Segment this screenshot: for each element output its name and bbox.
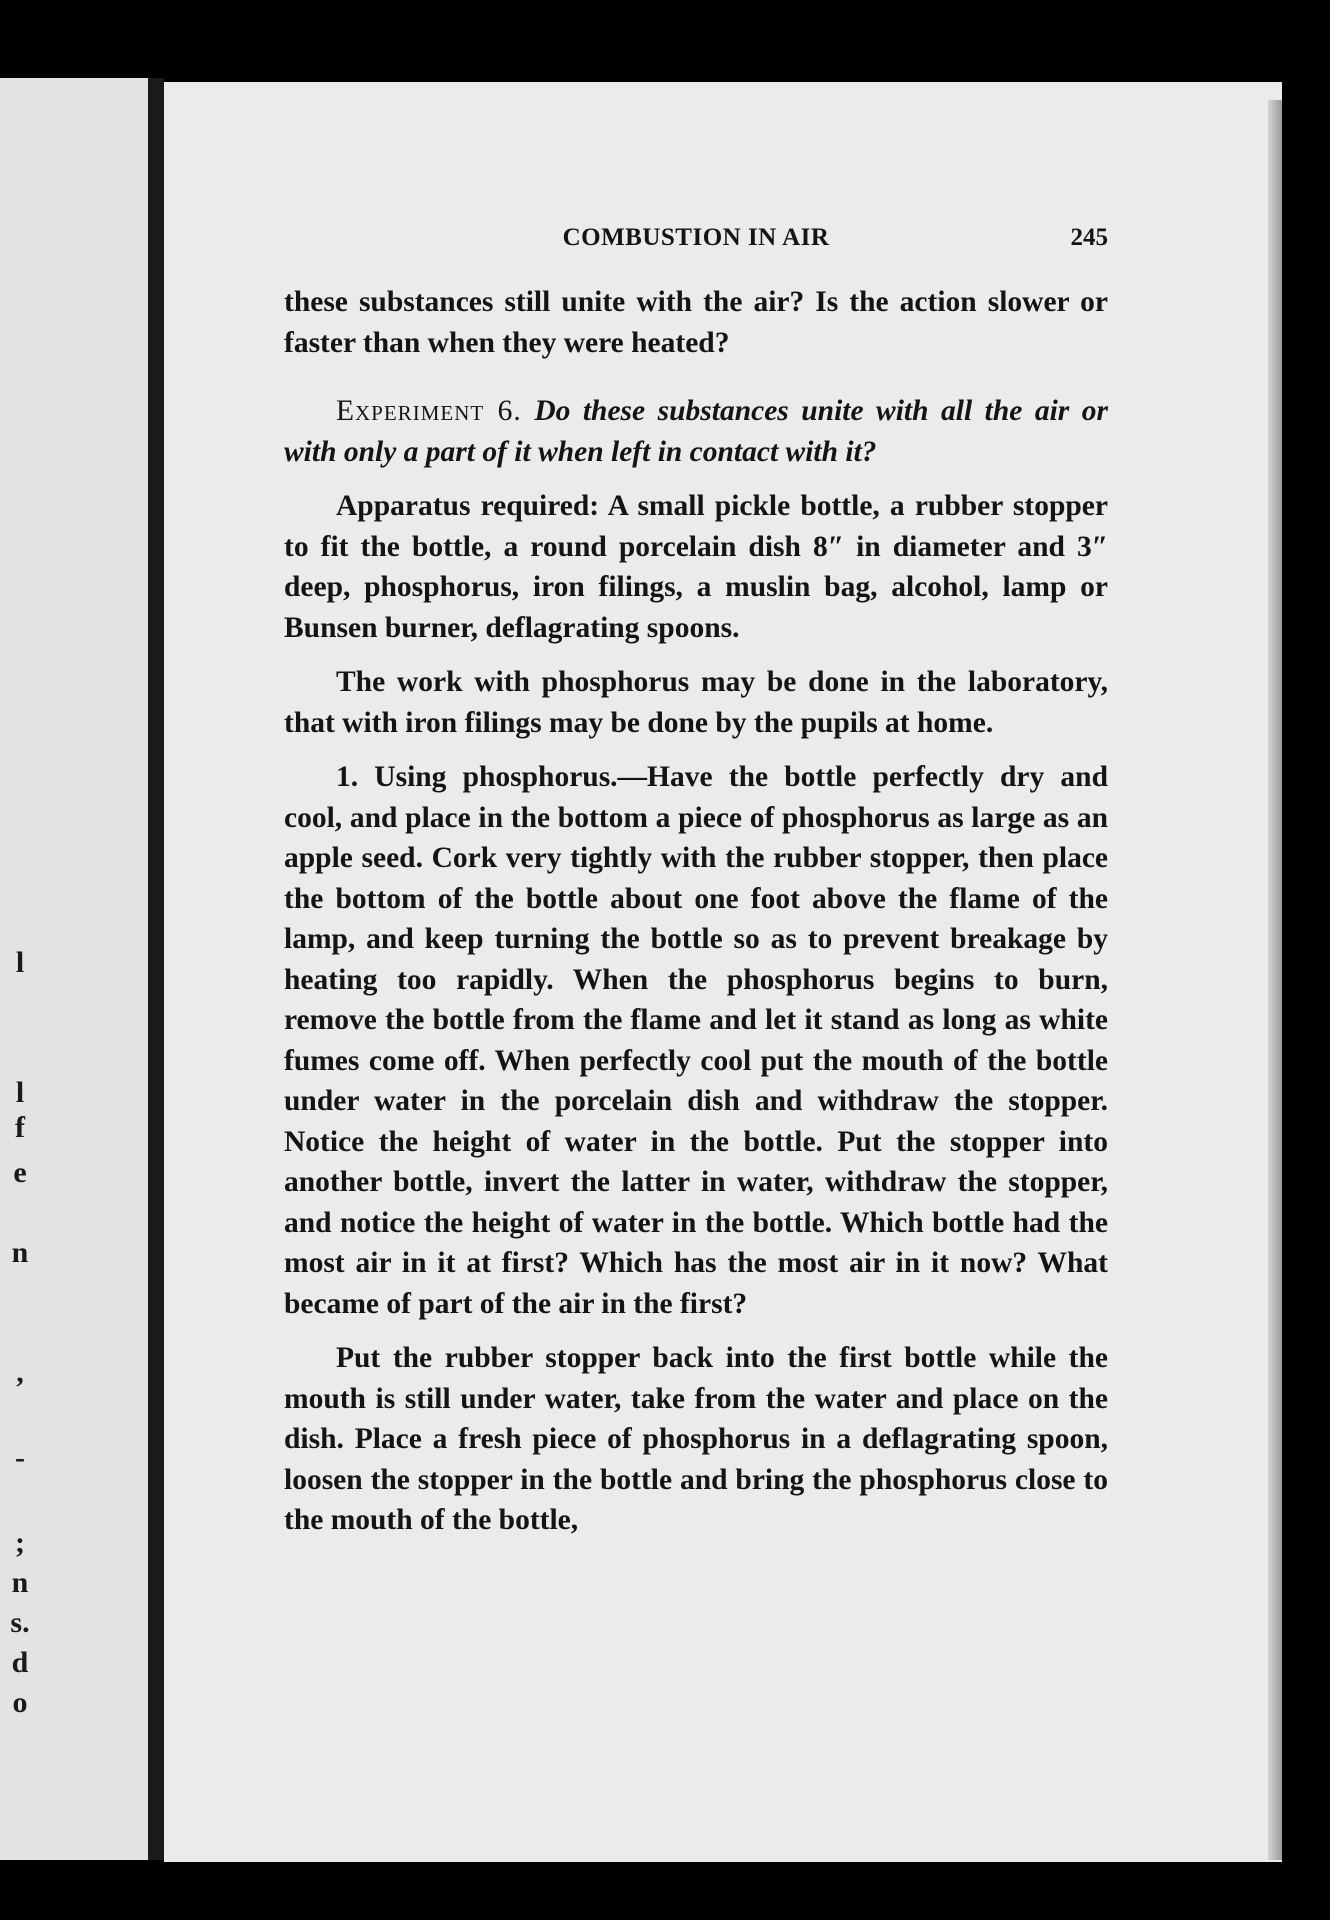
facing-page-fragment: d (11, 1646, 29, 1679)
facing-page-fragment: ; (15, 1526, 25, 1559)
book-page (164, 82, 1282, 1862)
experiment-heading (284, 391, 1108, 472)
experiment-question: Do these substances unite with all the air or with only a part of it when left in contact with it? (284, 395, 1109, 468)
experiment-label: Experiment 6. (336, 395, 522, 427)
paragraph: The work with phosphorus may be done in the laboratory, that with iron filings may be done by the pupils at home. (284, 666, 1108, 739)
facing-page-fragment: n (11, 1566, 29, 1599)
apparatus-paragraph: Apparatus required: A small pickle bottle, a rubber stopper to fit the bottle, a round porcelain dish 8″ in diameter and 3″ deep, phosphorus, iron filings, a muslin bag, alcohol, lamp or Bunsen burner, deflagrating spoons. (284, 490, 1108, 644)
page-shadow-edge (1268, 100, 1282, 1860)
facing-page-fragment: l (15, 946, 25, 979)
facing-page-fragment: , (16, 1356, 24, 1389)
facing-page-fragment: f (15, 1111, 25, 1144)
facing-page-fragment: - (15, 1441, 25, 1474)
book-gutter (148, 78, 164, 1860)
facing-page-edge (0, 78, 148, 1860)
facing-page-fragment: s. (10, 1606, 30, 1639)
page-number: 245 (1070, 224, 1108, 251)
paragraph: 1. Using phosphorus.—Have the bottle perfectly dry and cool, and place in the bottom a piece of phosphorus as large as an apple seed. Cork very tightly with the rubber stopper, then place the bottom of the bottle about one foot above the flame of the lamp, and keep turning the bottle so as to prevent breakage by heating too rapidly. When the phosphorus begins to burn, remove the bottle from the flame and let it stand as long as white fumes come off. When perfectly cool put the mouth of the bottle under water in the porcelain dish and withdraw the stopper. Notice the height of water in the bottle. Put the stopper into another bottle, invert the latter in water, withdraw the stopper, and notice the height of water in the bottle. Which bottle had the most air in it at first? Which has the most air in it now? What became of part of the air in the first? (284, 761, 1108, 1320)
page-body (284, 282, 1108, 1541)
running-head-title: COMBUSTION IN AIR (562, 224, 830, 251)
facing-page-fragment: n (11, 1236, 29, 1269)
running-head (284, 224, 1108, 264)
paragraph: Put the rubber stopper back into the first bottle while the mouth is still under water, take from the water and place on the dish. Place a fresh piece of phosphorus in a deflagrating spoon, loosen the stopper in the bottle and bring the phosphorus close to the mouth of the bottle, (284, 1342, 1108, 1536)
facing-page-fragment: l (15, 1076, 25, 1109)
facing-page-fragment: e (13, 1156, 27, 1189)
facing-page-fragment: o (12, 1686, 28, 1719)
paragraph-continued: these substances still unite with the air? Is the action slower or faster than when they were heated? (284, 286, 1108, 359)
